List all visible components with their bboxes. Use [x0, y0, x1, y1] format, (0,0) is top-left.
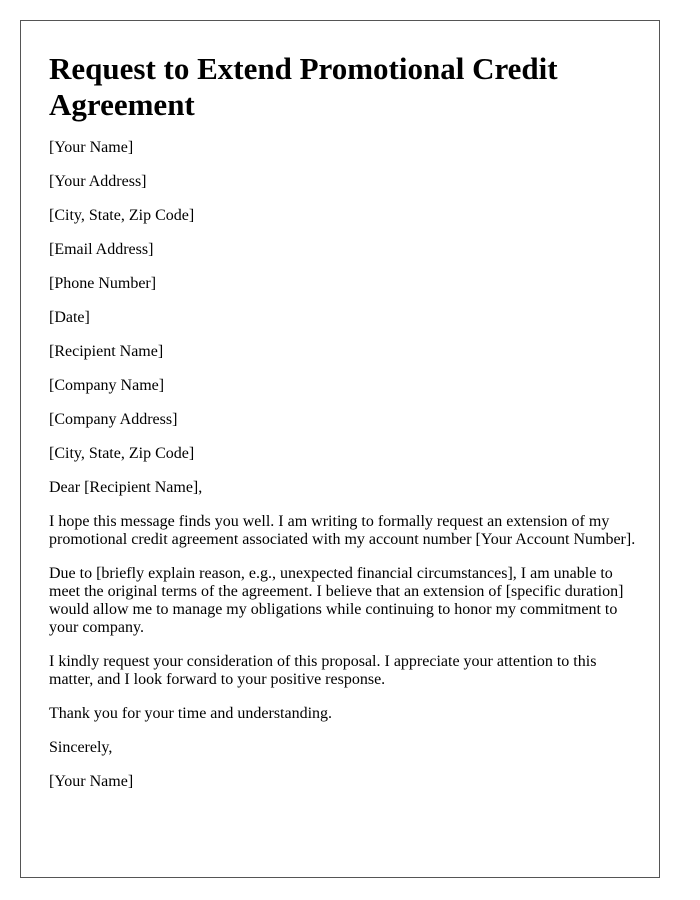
sender-city-state-zip: [City, State, Zip Code]: [49, 207, 195, 224]
body-paragraph: Due to [briefly explain reason, e.g., unexpected financial circumstances], I am unable to meet the original terms of the agreement. I believe that an extension of [specific duration] would allow me to manage my obligations while continuing to honor my commitment to your company.: [49, 565, 624, 636]
recipient-company: [Company Name]: [49, 377, 165, 394]
signature: [Your Name]: [49, 773, 134, 790]
body-paragraph: I hope this message finds you well. I am writing to formally request an extension of my promotional credit agreement associated with my account number [Your Account Number].: [49, 513, 636, 548]
sender-name: [Your Name]: [49, 139, 134, 156]
recipient-company-address: [Company Address]: [49, 411, 178, 428]
sender-phone: [Phone Number]: [49, 275, 157, 292]
body-paragraph: I kindly request your consideration of this proposal. I appreciate your attention to this matter, and I look forward to your positive response.: [49, 653, 597, 688]
closing: Sincerely,: [49, 739, 113, 756]
letter-date: [Date]: [49, 309, 90, 326]
salutation: Dear [Recipient Name],: [49, 479, 203, 496]
sender-email: [Email Address]: [49, 241, 154, 258]
letter-page: [20, 20, 660, 878]
letter-content: [49, 51, 639, 807]
recipient-city-state-zip: [City, State, Zip Code]: [49, 445, 195, 462]
sender-address: [Your Address]: [49, 173, 147, 190]
body-paragraph: Thank you for your time and understanding.: [49, 705, 333, 722]
recipient-name: [Recipient Name]: [49, 343, 164, 360]
letter-title: Request to Extend Promotional Credit Agreement: [49, 51, 558, 122]
